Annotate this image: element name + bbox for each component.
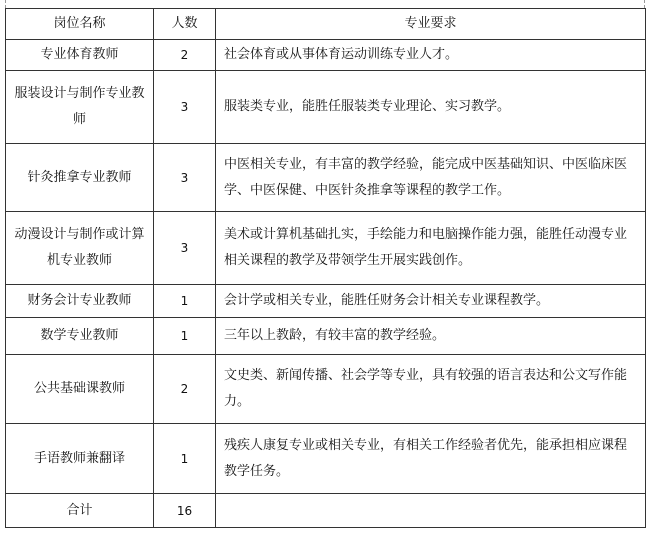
position-cell: 服装设计与制作专业教师 bbox=[6, 71, 154, 144]
table-header-row bbox=[6, 9, 646, 40]
recruitment-table bbox=[5, 8, 646, 528]
table-row bbox=[6, 40, 646, 71]
position-cell: 数学专业教师 bbox=[6, 318, 154, 355]
total-row bbox=[6, 494, 646, 528]
count-cell: 1 bbox=[154, 318, 216, 355]
table-row bbox=[6, 212, 646, 285]
position-cell: 专业体育教师 bbox=[6, 40, 154, 71]
total-label: 合计 bbox=[6, 494, 154, 528]
page-guide-left bbox=[5, 0, 6, 8]
requirement-cell: 中医相关专业，有丰富的教学经验，能完成中医基础知识、中医临床医学、中医保健、中医针灸推拿等课程的教学工作。 bbox=[216, 144, 646, 212]
table-row bbox=[6, 355, 646, 424]
table-row bbox=[6, 285, 646, 318]
requirement-cell: 美术或计算机基础扎实，手绘能力和电脑操作能力强，能胜任动漫专业相关课程的教学及带领学生开展实践创作。 bbox=[216, 212, 646, 285]
table-row bbox=[6, 424, 646, 494]
count-cell: 3 bbox=[154, 212, 216, 285]
document-page bbox=[5, 8, 646, 528]
count-cell: 3 bbox=[154, 144, 216, 212]
header-position: 岗位名称 bbox=[6, 9, 154, 40]
position-cell: 动漫设计与制作或计算机专业教师 bbox=[6, 212, 154, 285]
requirement-cell: 三年以上教龄，有较丰富的教学经验。 bbox=[216, 318, 646, 355]
header-count: 人数 bbox=[154, 9, 216, 40]
count-cell: 1 bbox=[154, 424, 216, 494]
position-cell: 手语教师兼翻译 bbox=[6, 424, 154, 494]
page-guide-right bbox=[644, 0, 645, 8]
requirement-cell: 残疾人康复专业或相关专业，有相关工作经验者优先，能承担相应课程教学任务。 bbox=[216, 424, 646, 494]
position-cell: 公共基础课教师 bbox=[6, 355, 154, 424]
requirement-cell: 会计学或相关专业，能胜任财务会计相关专业课程教学。 bbox=[216, 285, 646, 318]
table-row bbox=[6, 318, 646, 355]
table-row bbox=[6, 71, 646, 144]
position-cell: 财务会计专业教师 bbox=[6, 285, 154, 318]
header-requirement: 专业要求 bbox=[216, 9, 646, 40]
count-cell: 2 bbox=[154, 355, 216, 424]
table-row bbox=[6, 144, 646, 212]
count-cell: 1 bbox=[154, 285, 216, 318]
position-cell: 针灸推拿专业教师 bbox=[6, 144, 154, 212]
requirement-cell: 服装类专业，能胜任服装类专业理论、实习教学。 bbox=[216, 71, 646, 144]
count-cell: 2 bbox=[154, 40, 216, 71]
requirement-cell: 社会体育或从事体育运动训练专业人才。 bbox=[216, 40, 646, 71]
total-count: 16 bbox=[154, 494, 216, 528]
requirement-cell: 文史类、新闻传播、社会学等专业，具有较强的语言表达和公文写作能力。 bbox=[216, 355, 646, 424]
total-requirement bbox=[216, 494, 646, 528]
count-cell: 3 bbox=[154, 71, 216, 144]
